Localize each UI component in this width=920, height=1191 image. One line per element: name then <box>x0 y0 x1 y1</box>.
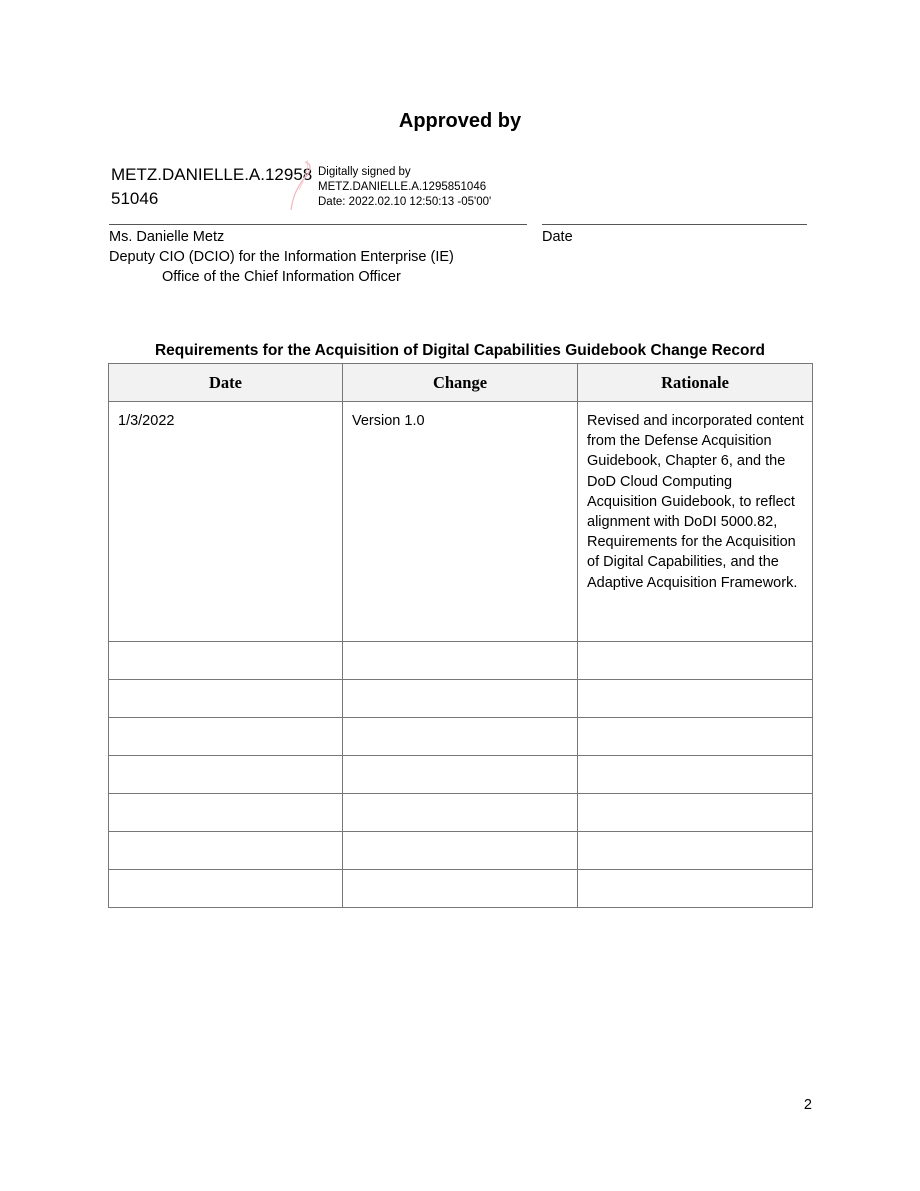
table-row-empty <box>109 794 813 832</box>
empty-cell <box>343 870 578 908</box>
empty-cell <box>578 642 813 680</box>
cell-rationale: Revised and incorporated content from the Defense Acquisition Guidebook, Chapter 6, and the DoD Cloud Computing Acquisition Guidebook, to reflect alignment with DoDI 5000.82, Requirements for the Acquisition of Digital Capabilities, and the Adaptive Acquisition Framework. <box>578 402 813 642</box>
table-row-empty <box>109 642 813 680</box>
approver-office: Office of the Chief Information Officer <box>162 269 401 285</box>
empty-cell <box>578 680 813 718</box>
table-row-empty <box>109 718 813 756</box>
empty-cell <box>578 718 813 756</box>
empty-cell <box>343 756 578 794</box>
signature-stroke-icon <box>283 158 319 216</box>
empty-cell <box>109 718 343 756</box>
table-row-empty <box>109 832 813 870</box>
empty-cell <box>578 794 813 832</box>
cell-change: Version 1.0 <box>343 402 578 642</box>
table-row-empty <box>109 756 813 794</box>
signer-id-line1: METZ.DANIELLE.A.12958 <box>111 165 313 184</box>
digital-signature-date: Date: 2022.02.10 12:50:13 -05'00' <box>318 196 492 208</box>
table-row-empty <box>109 680 813 718</box>
empty-cell <box>109 680 343 718</box>
signature-line <box>109 224 527 225</box>
empty-cell <box>343 680 578 718</box>
date-line <box>542 224 807 225</box>
header-change: Change <box>343 364 578 402</box>
empty-cell <box>109 832 343 870</box>
empty-cell <box>343 794 578 832</box>
empty-cell <box>343 642 578 680</box>
header-rationale: Rationale <box>578 364 813 402</box>
empty-cell <box>578 756 813 794</box>
digital-signature-label: Digitally signed by <box>318 166 411 178</box>
signer-id-line2: 51046 <box>111 189 159 208</box>
approver-title: Deputy CIO (DCIO) for the Information Enterprise (IE) <box>109 249 454 265</box>
change-record-table <box>108 363 813 908</box>
cell-date: 1/3/2022 <box>109 402 343 642</box>
table-row <box>109 402 813 642</box>
header-date: Date <box>109 364 343 402</box>
table-title: Requirements for the Acquisition of Digital Capabilities Guidebook Change Record <box>154 342 766 359</box>
empty-cell <box>578 832 813 870</box>
page-number: 2 <box>803 1097 812 1113</box>
digital-signature-id: METZ.DANIELLE.A.1295851046 <box>318 181 487 193</box>
table-header-row <box>109 364 813 402</box>
date-label: Date <box>542 229 573 245</box>
empty-cell <box>109 756 343 794</box>
empty-cell <box>343 718 578 756</box>
approver-name: Ms. Danielle Metz <box>109 229 225 245</box>
empty-cell <box>578 870 813 908</box>
table-row-empty <box>109 870 813 908</box>
empty-cell <box>343 832 578 870</box>
empty-cell <box>109 794 343 832</box>
empty-cell <box>109 870 343 908</box>
digital-signature-detail <box>318 165 491 210</box>
page-heading: Approved by <box>398 110 522 132</box>
empty-cell <box>109 642 343 680</box>
